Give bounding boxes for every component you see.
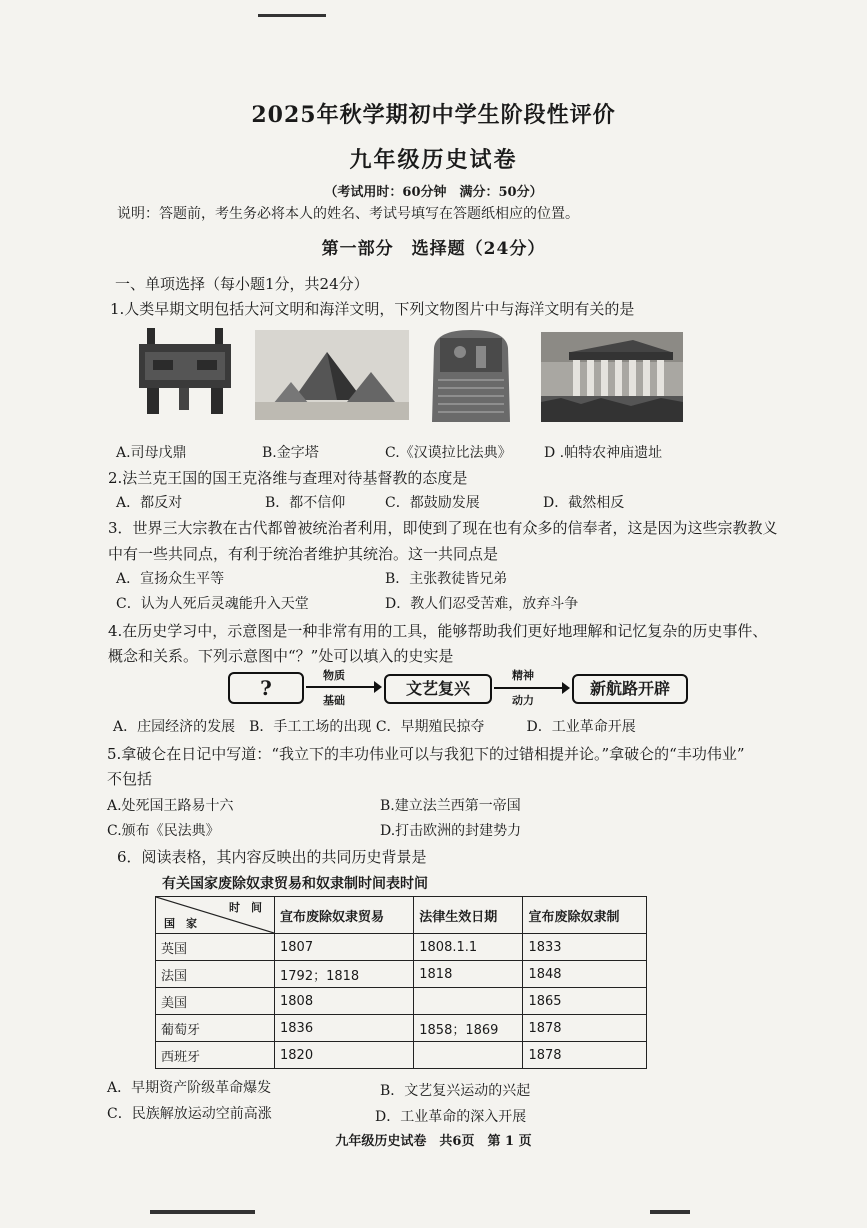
table-cell: 英国: [156, 934, 275, 961]
q5-option-c[interactable]: C.颁布《民法典》: [107, 823, 220, 839]
table-cell: 1878: [523, 1042, 647, 1069]
question-2-stem: 2.法兰克王国的国王克洛维与查理对待基督教的态度是: [108, 469, 468, 487]
question-3-stem-line1: 3．世界三大宗教在古代都曾被统治者利用，即使到了现在也有众多的信奉者，这是因为这些宗教教义: [108, 519, 778, 537]
section-title: 一、单项选择（每小题1分，共24分）: [115, 275, 369, 293]
table-cell: 1865: [523, 988, 647, 1015]
bottom-binding-line: [150, 1210, 255, 1214]
part-title: 第一部分 选择题（24分）: [321, 239, 546, 259]
table-cell: 1858；1869: [414, 1015, 523, 1042]
exam-note: 说明：答题前，考生务必将本人的姓名、考试号填写在答题纸相应的位置。: [117, 206, 579, 222]
q4-options[interactable]: A．庄园经济的发展 B．手工工场的出现 C．早期殖民掠夺 D．工业革命开展: [113, 719, 636, 735]
table-cell: 1808: [275, 988, 414, 1015]
table-cell: [414, 988, 523, 1015]
corner-top-label: 时 间: [229, 901, 262, 914]
table-cell: [414, 1042, 523, 1069]
arrow1-bottom-label: 基础: [323, 694, 345, 707]
table-cell: 1818: [414, 961, 523, 988]
q3-option-d[interactable]: D．教人们忍受苦难，放弃斗争: [385, 596, 579, 612]
q2-option-d[interactable]: D．截然相反: [543, 495, 625, 511]
page-footer: 九年级历史试卷 共6页 第 1 页: [335, 1134, 532, 1149]
question-4-stem-line1: 4.在历史学习中，示意图是一种非常有用的工具，能够帮助我们更好地理解和记忆复杂的历史事件、: [108, 622, 768, 640]
corner-bottom-label: 国 家: [164, 917, 197, 930]
table-header-row: [156, 897, 647, 934]
table-header-cell: 宣布废除奴隶贸易: [275, 897, 414, 934]
table-cell: 1807: [275, 934, 414, 961]
table-cell: 美国: [156, 988, 275, 1015]
top-binding-line: [258, 14, 326, 17]
q1-option-d[interactable]: D .帕特农神庙遗址: [544, 445, 663, 461]
pyramid-icon: [255, 330, 409, 420]
table-cell: 1808.1.1: [414, 934, 523, 961]
q1-option-b[interactable]: B.金字塔: [262, 445, 319, 461]
q1-option-a[interactable]: A.司母戊鼎: [116, 445, 187, 461]
table-row: [156, 934, 647, 961]
q3-option-b[interactable]: B．主张教徒皆兄弟: [385, 571, 508, 587]
table-cell: 西班牙: [156, 1042, 275, 1069]
table-cell: 1878: [523, 1015, 647, 1042]
table-row: [156, 988, 647, 1015]
q3-option-a[interactable]: A．宣扬众生平等: [116, 571, 225, 587]
table-row: [156, 1015, 647, 1042]
flow-box-unknown: ?: [228, 672, 304, 704]
arrow-right-icon: [306, 680, 382, 694]
q5-option-a[interactable]: A.处死国王路易十六: [107, 798, 234, 814]
q6-option-d[interactable]: D．工业革命的深入开展: [375, 1109, 527, 1125]
table-cell: 葡萄牙: [156, 1015, 275, 1042]
arrow-right-icon: [494, 681, 570, 695]
slavery-abolition-table: [155, 896, 647, 1069]
q2-option-c[interactable]: C．都鼓励发展: [385, 495, 480, 511]
table-cell: 1820: [275, 1042, 414, 1069]
table-row: [156, 1042, 647, 1069]
q6-option-c[interactable]: C．民族解放运动空前高涨: [107, 1106, 272, 1122]
exam-subtitle: 九年级历史试卷: [349, 147, 518, 173]
exam-meta: （考试用时：60分钟 满分：50分）: [324, 185, 543, 200]
question-5-stem-line2: 不包括: [107, 770, 153, 788]
table-cell: 法国: [156, 961, 275, 988]
ding-icon: [133, 326, 237, 418]
table-header-cell: 宣布废除奴隶制: [523, 897, 647, 934]
question-3-stem-line2: 中有一些共同点，有利于统治者维护其统治。这一共同点是: [108, 545, 499, 563]
question-1-stem: 1.人类早期文明包括大河文明和海洋文明，下列文物图片中与海洋文明有关的是: [110, 300, 635, 318]
stele-icon: [426, 328, 516, 424]
q6-option-b[interactable]: B．文艺复兴运动的兴起: [380, 1083, 531, 1099]
bottom-binding-line-right: [650, 1210, 690, 1214]
q3-option-c[interactable]: C．认为人死后灵魂能升入天堂: [116, 596, 309, 612]
table-row: [156, 961, 647, 988]
arrow1-top-label: 物质: [323, 669, 345, 682]
question-4-stem-line2: 概念和关系。下列示意图中“？”处可以填入的史实是: [108, 647, 454, 665]
table-cell: 1836: [275, 1015, 414, 1042]
flow-box-renaissance: 文艺复兴: [384, 674, 492, 704]
arrow2-top-label: 精神: [512, 669, 534, 682]
q5-option-b[interactable]: B.建立法兰西第一帝国: [380, 798, 521, 814]
table-cell: 1848: [523, 961, 647, 988]
exam-title: 2025年秋学期初中学生阶段性评价: [251, 102, 616, 128]
question-6-stem: 6．阅读表格，其内容反映出的共同历史背景是: [117, 848, 427, 866]
table-cell: 1792；1818: [275, 961, 414, 988]
q2-option-a[interactable]: A．都反对: [116, 495, 183, 511]
q6-option-a[interactable]: A．早期资产阶级革命爆发: [107, 1080, 272, 1096]
parthenon-icon: [541, 332, 683, 422]
q5-option-d[interactable]: D.打击欧洲的封建势力: [380, 823, 522, 839]
arrow2-bottom-label: 动力: [512, 694, 534, 707]
table-cell: 1833: [523, 934, 647, 961]
q2-option-b[interactable]: B．都不信仰: [265, 495, 346, 511]
table-title: 有关国家废除奴隶贸易和奴隶制时间表时间: [162, 876, 428, 892]
table-header-cell: 法律生效日期: [414, 897, 523, 934]
flow-box-new-route: 新航路开辟: [572, 674, 688, 704]
table-corner-cell: [156, 897, 275, 934]
q1-option-c[interactable]: C.《汉谟拉比法典》: [385, 445, 512, 461]
question-5-stem-line1: 5.拿破仑在日记中写道：“我立下的丰功伟业可以与我犯下的过错相提并论。”拿破仑的“丰功伟业”: [107, 745, 745, 763]
